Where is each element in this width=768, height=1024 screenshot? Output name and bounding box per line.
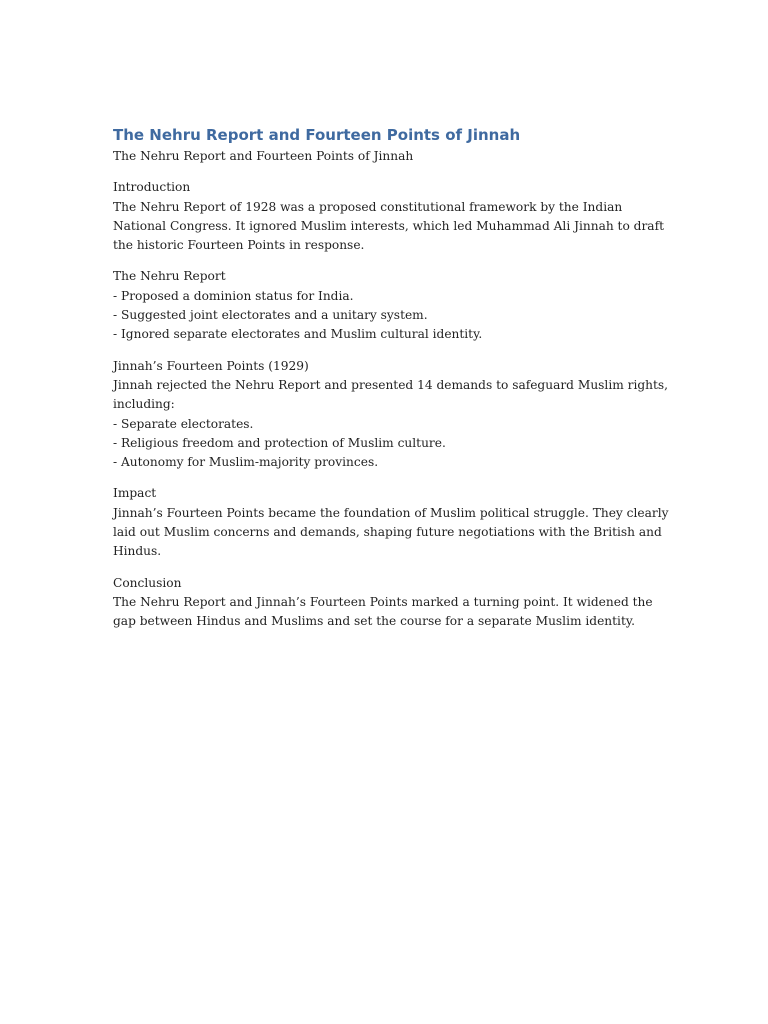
section-conclusion (113, 574, 673, 632)
section-title: Impact (113, 486, 157, 501)
list-item: - Suggested joint electorates and a unitary system. (113, 308, 428, 323)
section-impact (113, 484, 673, 561)
list-item: - Ignored separate electorates and Muslim cultural identity. (113, 327, 483, 342)
section-title: The Nehru Report (113, 269, 226, 284)
section-paragraph: Jinnah rejected the Nehru Report and presented 14 demands to safeguard Muslim rights, including: (113, 377, 669, 412)
document-page (113, 124, 673, 644)
document-heading: The Nehru Report and Fourteen Points of Jinnah (113, 126, 521, 144)
section-paragraph: Jinnah’s Fourteen Points became the foundation of Muslim political struggle. They clearly laid out Muslim concerns and demands, shaping future negotiations with the British and Hindus. (113, 505, 669, 559)
section-title: Jinnah’s Fourteen Points (1929) (113, 358, 309, 373)
list-item: - Religious freedom and protection of Muslim culture. (113, 435, 446, 450)
list-item: - Proposed a dominion status for India. (113, 288, 354, 303)
document-subtitle: The Nehru Report and Fourteen Points of Jinnah (113, 149, 414, 163)
bullet-list (113, 415, 673, 473)
section-paragraph: The Nehru Report of 1928 was a proposed constitutional framework by the Indian National Congress. It ignored Muslim interests, which led Muhammad Ali Jinnah to draft the historic Fourteen Points in response. (113, 199, 664, 253)
section-introduction (113, 178, 673, 255)
list-item: - Separate electorates. (113, 416, 254, 431)
section-nehru-report (113, 267, 673, 344)
section-paragraph: The Nehru Report and Jinnah’s Fourteen Points marked a turning point. It widened the gap between Hindus and Muslims and set the course for a separate Muslim identity. (113, 594, 653, 629)
list-item: - Autonomy for Muslim-majority provinces. (113, 455, 379, 470)
bullet-list (113, 287, 673, 345)
section-fourteen-points (113, 357, 673, 473)
section-title: Conclusion (113, 575, 182, 590)
section-title: Introduction (113, 180, 191, 195)
